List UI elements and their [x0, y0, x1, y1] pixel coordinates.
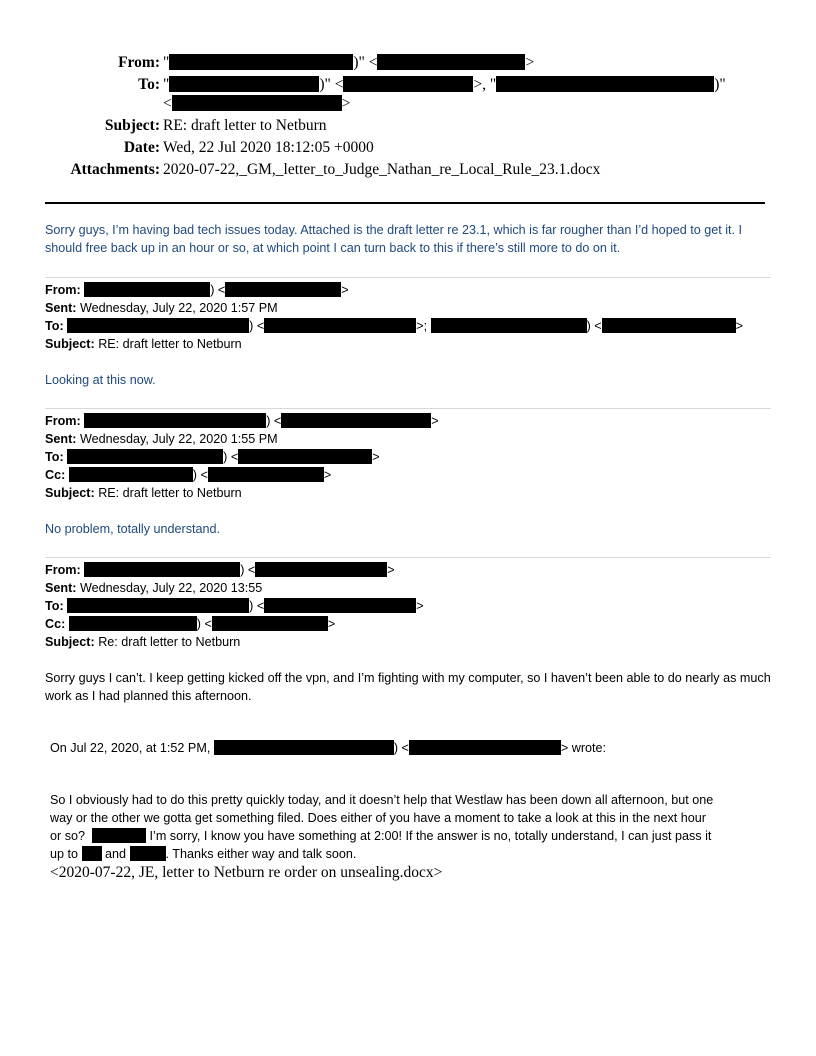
date-value: Wed, 22 Jul 2020 18:12:05 +0000 [163, 139, 374, 156]
quoted-attachment[interactable]: <2020-07-22, JE, letter to Netburn re order on unsealing.docx> [50, 864, 443, 881]
message-separator [45, 557, 771, 558]
to-line: To: ) < > [45, 599, 424, 613]
sent-value: Wednesday, July 22, 2020 1:55 PM [79, 432, 278, 446]
subject-line [45, 633, 240, 651]
subject-line [45, 335, 242, 353]
cc-line: Cc: ) < > [45, 617, 336, 631]
redaction [214, 740, 394, 755]
subject-label: Subject: [45, 486, 95, 500]
from-label: From: [45, 283, 81, 297]
redaction [169, 76, 319, 92]
message-separator [45, 408, 771, 409]
quoted-line: So I obviously had to do this pretty quickly today, and it doesn’t help that Westlaw has been down all afternoon, but one [50, 793, 714, 807]
redaction [84, 282, 210, 297]
sent-line [45, 299, 278, 317]
sent-label: Sent: [45, 432, 77, 446]
cc-label: Cc: [45, 468, 66, 482]
quoted-line: way or the other we gotta get something filed. Does either of you have a moment to take a look at this in the next hour [50, 811, 706, 825]
message-body: Looking at this now. [45, 373, 156, 387]
quoted-text: or so? [50, 829, 86, 843]
to-label: To: [45, 599, 64, 613]
from-line: From: ) < > [45, 414, 439, 428]
message-body: Sorry guys I can’t. I keep getting kicked off the vpn, and I’m fighting with my computer, so I haven’t been able to do nearly as much work as I had planned this afternoon. [45, 671, 771, 703]
subject-label: Subject: [45, 337, 95, 351]
from-label: From: [118, 54, 160, 71]
redaction [84, 413, 266, 428]
subject-value: RE: draft letter to Netburn [98, 337, 242, 351]
quoted-intro-suffix: wrote: [571, 741, 607, 755]
quoted-intro: On Jul 22, 2020, at 1:52 PM, ) < > wrote: [50, 741, 607, 755]
cc-label: Cc: [45, 617, 66, 631]
redaction [281, 413, 431, 428]
to-label: To: [45, 450, 64, 464]
redaction [84, 562, 240, 577]
quoted-line [50, 827, 711, 845]
sent-label: Sent: [45, 301, 77, 315]
redaction [67, 449, 223, 464]
date-label: Date: [123, 139, 160, 156]
sent-value: Wednesday, July 22, 2020 13:55 [79, 581, 263, 595]
subject-value: RE: draft letter to Netburn [98, 486, 242, 500]
quoted-text: . Thanks either way and talk soon. [165, 847, 357, 861]
from-label: From: [45, 563, 81, 577]
sent-label: Sent: [45, 581, 77, 595]
cc-line: Cc: ) < > [45, 468, 332, 482]
redaction [69, 616, 197, 631]
redaction [409, 740, 561, 755]
redaction [496, 76, 714, 92]
redaction [82, 846, 102, 861]
redaction [264, 318, 416, 333]
subject-label: Subject: [45, 635, 95, 649]
redaction [212, 616, 328, 631]
from-label: From: [45, 414, 81, 428]
sent-value: Wednesday, July 22, 2020 1:57 PM [79, 301, 278, 315]
redaction [377, 54, 525, 70]
subject-value: Re: draft letter to Netburn [98, 635, 241, 649]
to-line: To: ) < > [45, 450, 380, 464]
subject-line [45, 484, 242, 502]
message-body: No problem, totally understand. [45, 522, 221, 536]
quoted-text: up to [50, 847, 79, 861]
redaction [172, 95, 342, 111]
from-value: " )" < > [163, 54, 535, 71]
from-line: From: ) < > [45, 283, 349, 297]
to-value-cont: < > [163, 95, 351, 112]
redaction [67, 598, 249, 613]
redaction [255, 562, 387, 577]
to-label: To: [45, 319, 64, 333]
redaction [602, 318, 736, 333]
attachments-label: Attachments: [70, 161, 160, 178]
to-line: To: ) < >; ) < > [45, 319, 743, 333]
redaction [225, 282, 341, 297]
redaction [67, 318, 249, 333]
redaction [431, 318, 587, 333]
redaction [343, 76, 473, 92]
to-label: To: [138, 76, 160, 93]
redaction [130, 846, 166, 861]
redaction [169, 54, 353, 70]
redaction [238, 449, 372, 464]
sent-line [45, 579, 262, 597]
quoted-text: I’m sorry, I know you have something at 2:00! If the answer is no, totally understand, I can just pass it [149, 829, 712, 843]
to-value: " )" < >, " )" [163, 76, 726, 93]
redaction [208, 467, 324, 482]
message-body: Sorry guys, I’m having bad tech issues today. Attached is the draft letter re 23.1, which is far rougher than I’d hoped to get it. I should free back up in an hour or so, at which point I can turn back to this if there’s still more to do on it. [45, 223, 743, 255]
subject-label: Subject: [104, 117, 160, 134]
message-separator [45, 277, 771, 278]
quoted-line [50, 845, 356, 863]
redaction [264, 598, 416, 613]
quoted-text: and [105, 847, 127, 861]
redaction [69, 467, 193, 482]
subject-value: RE: draft letter to Netburn [163, 117, 327, 134]
header-divider [45, 202, 765, 204]
redaction [92, 828, 146, 843]
from-line: From: ) < > [45, 563, 395, 577]
quoted-intro-prefix: On Jul 22, 2020, at 1:52 PM, [50, 741, 211, 755]
attachment-link[interactable]: 2020-07-22,_GM,_letter_to_Judge_Nathan_re_Local_Rule_23.1.docx [163, 161, 601, 178]
sent-line [45, 430, 278, 448]
